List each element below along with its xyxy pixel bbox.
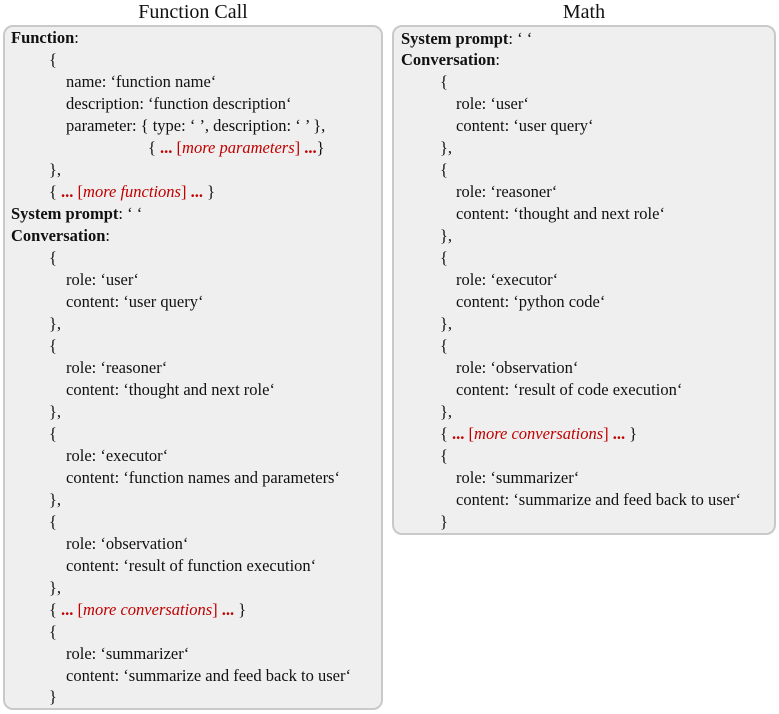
left-more-conversations-open: { — [49, 600, 62, 619]
more-functions-line: { ... [more functions] ... } — [49, 182, 216, 201]
right-turn-close-brace: }, — [440, 402, 453, 421]
right-system-prompt-line — [401, 28, 532, 50]
more-parameters-line: { ... [more parameters] ...} — [148, 138, 325, 157]
left-turn-content: content: ‘user query‘ — [66, 292, 204, 311]
left-turn-close-brace: }, — [49, 402, 62, 421]
left-turn-content: content: ‘function names and parameters‘ — [66, 468, 340, 487]
more-functions-close: } — [202, 182, 216, 201]
left-conversation-label: Conversation — [11, 226, 106, 245]
right-turn-content: content: ‘thought and next role‘ — [456, 204, 665, 223]
left-more-conversations-text: more conversations — [83, 600, 213, 619]
more-functions-text: more functions — [83, 182, 181, 201]
left-turn-open-brace: { — [49, 512, 57, 531]
left-turn-close-brace: }, — [49, 314, 62, 333]
left-system-prompt-value: : ‘ ‘ — [118, 204, 143, 223]
left-turn-role: role: ‘reasoner‘ — [66, 358, 168, 377]
more-parameters-text: more parameters — [182, 138, 295, 157]
more-functions-dots-left: ... — [61, 182, 74, 201]
right-turn-role: role: ‘observation‘ — [456, 358, 579, 377]
right-system-prompt-label: System prompt — [401, 29, 509, 48]
left-turn-role: role: ‘user‘ — [66, 270, 139, 289]
right-more-conversations-line: { ... [more conversations] ... } — [440, 424, 638, 443]
left-final-open-brace: { — [49, 622, 57, 641]
more-parameters-dots-left: ... — [160, 138, 173, 157]
left-turn-open-brace: { — [49, 248, 57, 267]
right-more-conversations-open: { — [440, 424, 453, 443]
more-parameters-close: } — [316, 138, 325, 157]
function-call-title: Function Call — [138, 1, 248, 23]
function-colon: : — [74, 28, 79, 47]
right-turn-content: content: ‘python code‘ — [456, 292, 606, 311]
right-turn-close-brace: }, — [440, 226, 453, 245]
left-more-conversations-dots-left: ... — [61, 600, 74, 619]
left-system-prompt-line — [11, 203, 142, 225]
left-more-conversations-line: { ... [more conversations] ... } — [49, 600, 247, 619]
left-turn-role: role: ‘observation‘ — [66, 534, 189, 553]
left-final-close-brace: } — [49, 687, 57, 706]
right-system-prompt-value: : ‘ ‘ — [508, 29, 533, 48]
right-turn-content: content: ‘user query‘ — [456, 116, 594, 135]
left-turn-role: role: ‘executor‘ — [66, 446, 169, 465]
function-name-line: name: ‘function name‘ — [66, 72, 217, 91]
more-parameters-open: { — [148, 138, 161, 157]
right-turn-close-brace: }, — [440, 138, 453, 157]
right-more-conversations-close: } — [625, 424, 638, 443]
left-turn-open-brace: { — [49, 424, 57, 443]
function-label: Function — [11, 28, 75, 47]
right-more-conversations-dots-right: ... — [612, 424, 626, 443]
right-turn-role: role: ‘reasoner‘ — [456, 182, 558, 201]
left-system-prompt-label: System prompt — [11, 204, 119, 223]
right-final-open-brace: { — [440, 446, 448, 465]
function-description-line: description: ‘function description‘ — [66, 94, 292, 113]
right-turn-open-brace: { — [440, 160, 448, 179]
right-turn-close-brace: }, — [440, 314, 453, 333]
right-conversation-line — [401, 49, 500, 71]
right-final-close-brace: } — [440, 512, 448, 531]
function-parameter-line: parameter: { type: ‘ ’, description: ‘ ’ }, — [66, 116, 326, 135]
right-turn-role: role: ‘user‘ — [456, 94, 529, 113]
right-final-content: content: ‘summarize and feed back to user‘ — [456, 490, 741, 509]
left-final-content: content: ‘summarize and feed back to user‘ — [66, 666, 351, 685]
more-parameters-dots-right: ... — [304, 138, 317, 157]
right-more-conversations-dots-left: ... — [452, 424, 465, 443]
function-label-line — [11, 27, 79, 49]
right-conversation-label: Conversation — [401, 50, 496, 69]
left-turn-close-brace: }, — [49, 578, 62, 597]
function-close-brace: }, — [49, 160, 62, 179]
math-title: Math — [562, 1, 606, 23]
more-functions-dots-right: ... — [190, 182, 203, 201]
math-panel — [392, 25, 776, 535]
right-turn-open-brace: { — [440, 72, 448, 91]
left-more-conversations-close: } — [234, 600, 247, 619]
right-final-role: role: ‘summarizer‘ — [456, 468, 580, 487]
left-turn-content: content: ‘result of function execution‘ — [66, 556, 317, 575]
right-more-conversations-text: more conversations — [474, 424, 604, 443]
right-turn-open-brace: { — [440, 248, 448, 267]
left-turn-close-brace: }, — [49, 490, 62, 509]
left-conversation-colon: : — [105, 226, 111, 245]
more-functions-open: { — [49, 182, 62, 201]
right-turn-content: content: ‘result of code execution‘ — [456, 380, 683, 399]
left-conversation-line — [11, 225, 110, 247]
left-turn-open-brace: { — [49, 336, 57, 355]
right-conversation-colon: : — [495, 50, 501, 69]
right-turn-open-brace: { — [440, 336, 448, 355]
right-turn-role: role: ‘executor‘ — [456, 270, 559, 289]
left-more-conversations-dots-right: ... — [221, 600, 235, 619]
left-final-role: role: ‘summarizer‘ — [66, 644, 190, 663]
left-turn-content: content: ‘thought and next role‘ — [66, 380, 275, 399]
function-open-brace: { — [49, 50, 57, 69]
